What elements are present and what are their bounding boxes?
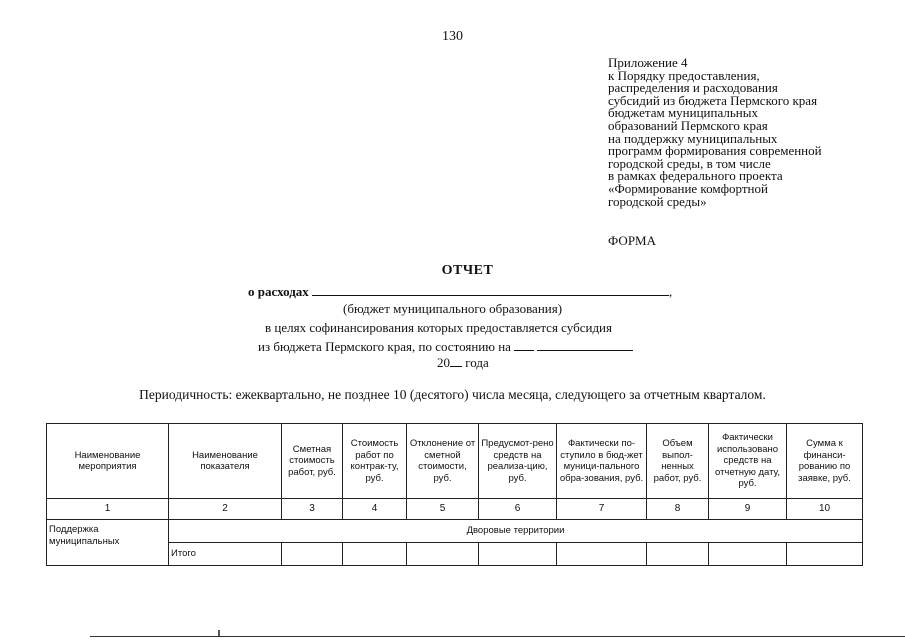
column-header: Сметная стоимость работ, руб. [282,424,343,499]
column-header: Отклонение от сметной стоимости, руб. [407,424,479,499]
column-number: 3 [282,499,343,520]
column-header: Наименование показателя [169,424,282,499]
year-suffix: года [465,355,489,370]
day-field[interactable] [514,338,534,351]
appendix-line: программ формирования современной [608,143,822,159]
form-label: ФОРМА [608,233,656,248]
as-of-date-label: из бюджета Пермского края, по состоянию на [258,339,511,354]
measure-cell[interactable]: Поддержка муниципальных [47,520,169,566]
report-title: ОТЧЕТ [441,263,494,278]
appendix-line: на поддержку муниципальных [608,130,778,146]
column-header: Фактически по-ступило в бюд-жет муници-пального обра-зования, руб. [557,424,647,499]
year-prefix: 20 [437,355,450,370]
year-line [437,353,489,372]
column-number: 5 [407,499,479,520]
column-header: Предусмот-рено средств на реализа-цию, руб. [479,424,557,499]
appendix-line: городской среды, в том числе [608,155,771,171]
total-value-cell[interactable] [407,543,479,566]
budget-name-field[interactable] [312,283,669,296]
column-number: 10 [787,499,863,520]
column-header: Объем выпол-ненных работ, руб. [647,424,709,499]
page-number: 130 [442,29,463,44]
appendix-line: к Порядку предоставления, [608,67,760,83]
table-row-total [47,543,863,566]
total-value-cell[interactable] [557,543,647,566]
total-value-cell[interactable] [709,543,787,566]
column-number: 1 [47,499,169,520]
report-table [46,423,863,566]
table-row [47,520,863,543]
year-field[interactable] [450,354,462,367]
appendix-line: распределения и расходования [608,80,778,96]
column-header: Стоимость работ по контрак-ту, руб. [343,424,407,499]
total-value-cell[interactable] [647,543,709,566]
total-value-cell[interactable] [282,543,343,566]
column-number: 9 [709,499,787,520]
total-label-cell: Итого [169,543,282,566]
column-number: 7 [557,499,647,520]
column-header: Сумма к финанси-рованию по заявке, руб. [787,424,863,499]
budget-caption: (бюджет муниципального образования) [343,301,563,316]
total-value-cell[interactable] [343,543,407,566]
appendix-line: субсидий из бюджета Пермского края [608,92,818,108]
month-field[interactable] [537,338,633,351]
column-number: 8 [647,499,709,520]
appendix-line: в рамках федерального проекта [608,168,783,184]
appendix-line: «Формирование комфортной [608,180,768,196]
page-bottom-rule [90,636,905,637]
expenses-line-comma: , [669,284,673,299]
column-header: Наименование мероприятия [47,424,169,499]
appendix-note [608,57,898,208]
column-number: 4 [343,499,407,520]
table-header-row [47,424,863,499]
appendix-line: образований Пермского края [608,117,768,133]
appendix-line: бюджетам муниципальных [608,105,758,121]
expenses-label: о расходах [248,284,309,299]
appendix-line: городской среды» [608,193,707,209]
column-number: 6 [479,499,557,520]
section-cell: Дворовые территории [169,520,863,543]
total-value-cell[interactable] [787,543,863,566]
column-header: Фактически использовано средств на отчетную дату, руб. [709,424,787,499]
column-number: 2 [169,499,282,520]
total-value-cell[interactable] [479,543,557,566]
appendix-line: Приложение 4 [608,55,688,70]
page-bottom-mark [218,630,220,636]
cofinancing-line: в целях софинансирования которых предоставляется субсидия [265,320,612,335]
table-number-row [47,499,863,520]
periodicity-text: Периодичность: ежеквартально, не позднее 10 (десятого) числа месяца, следующего за отчетным кварталом. [139,387,766,402]
